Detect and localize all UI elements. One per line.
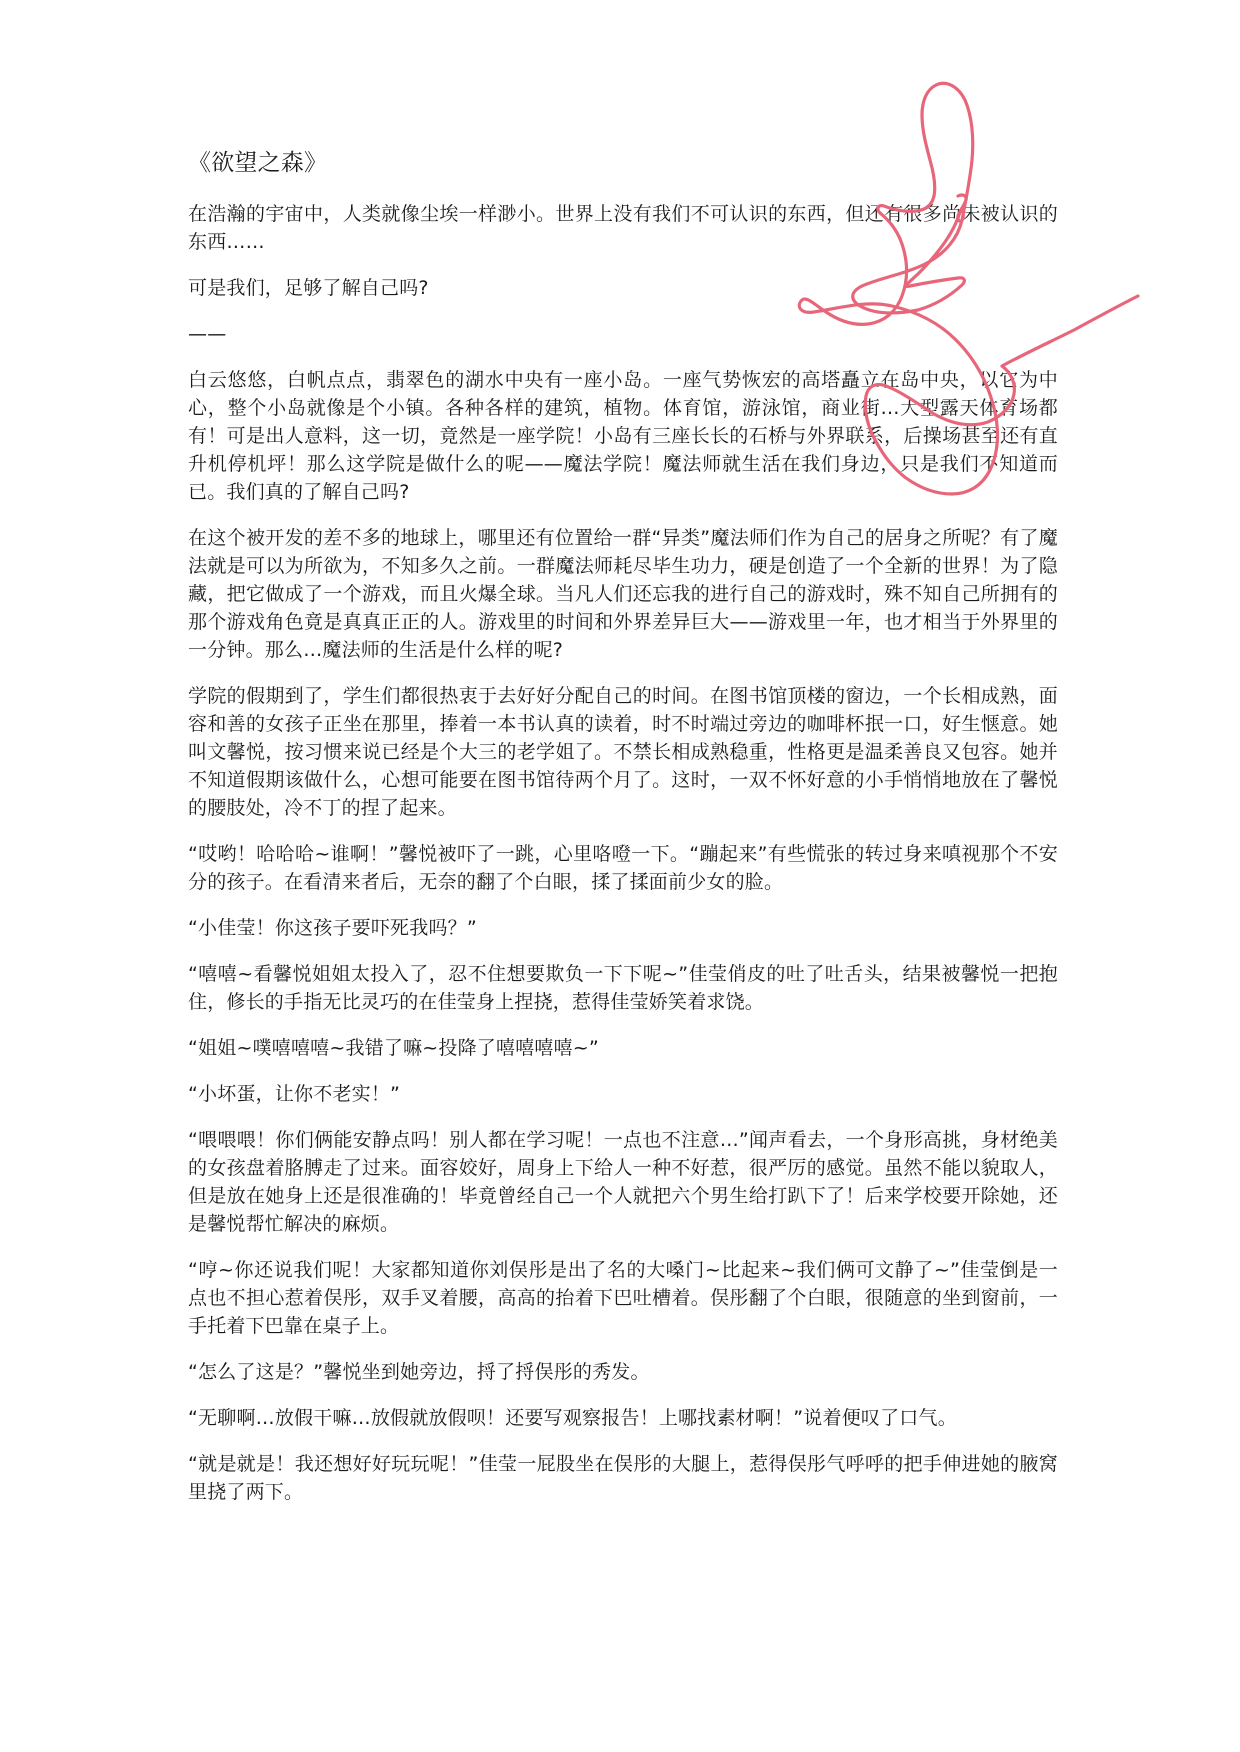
paragraph: 可是我们，足够了解自己吗? (188, 277, 429, 299)
paragraph: “喂喂喂！你们俩能安静点吗！别人都在学习呢！一点也不注意…”闻声看去，一个身形高挑，身材绝美的女孩盘着胳膊走了过来。面容姣好，周身上下给人一种不好惹，很严厉的感觉。虽然不能以貌取人，但是放在她身上还是很准确的！毕竟曾经自己一个人就把六个男生给打趴下了！后来学校要开除她，还是馨悦帮忙解决的麻烦。 (188, 1129, 1058, 1235)
paragraph: “哼~你还说我们呢！大家都知道你刘俣彤是出了名的大嗓门~比起来~我们俩可文静了~”佳莹倒是一点也不担心惹着俣彤，双手叉着腰，高高的抬着下巴吐槽着。俣彤翻了个白眼，很随意的坐到窗前，一手托着下巴靠在桌子上。 (188, 1259, 1058, 1337)
document-body (188, 148, 1058, 1524)
document-title: 《欲望之森》 (188, 150, 328, 176)
paragraph: “姐姐~噗嘻嘻嘻~我错了嘛~投降了嘻嘻嘻嘻~” (188, 1037, 599, 1059)
paragraph: —— (188, 323, 227, 345)
paragraph: “无聊啊…放假干嘛…放假就放假呗！还要写观察报告！上哪找素材啊！”说着便叹了口气。 (188, 1407, 957, 1429)
paragraph: 学院的假期到了，学生们都很热衷于去好好分配自己的时间。在图书馆顶楼的窗边，一个长相成熟，面容和善的女孩子正坐在那里，捧着一本书认真的读着，时不时端过旁边的咖啡杯抿一口，好生惬意。她叫文馨悦，按习惯来说已经是个大三的老学姐了。不禁长相成熟稳重，性格更是温柔善良又包容。她并不知道假期该做什么，心想可能要在图书馆待两个月了。这时，一双不怀好意的小手悄悄地放在了馨悦的腰肢处，冷不丁的捏了起来。 (188, 685, 1058, 819)
paragraph: “小佳莹！你这孩子要吓死我吗？” (188, 917, 477, 939)
paragraph: “怎么了这是？”馨悦坐到她旁边，捋了捋俣彤的秀发。 (188, 1361, 650, 1383)
paragraph: “就是就是！我还想好好玩玩呢！”佳莹一屁股坐在俣彤的大腿上，惹得俣彤气呼呼的把手伸进她的腋窝里挠了两下。 (188, 1453, 1058, 1503)
paragraph: “哎哟！哈哈哈~谁啊！”馨悦被吓了一跳，心里咯噔一下。“蹦起来”有些慌张的转过身来嗔视那个不安分的孩子。在看清来者后，无奈的翻了个白眼，揉了揉面前少女的脸。 (188, 843, 1058, 893)
paragraph: 在浩瀚的宇宙中，人类就像尘埃一样渺小。世界上没有我们不可认识的东西，但还有很多尚未被认识的东西…… (188, 203, 1058, 253)
paragraph: 白云悠悠，白帆点点，翡翠色的湖水中央有一座小岛。一座气势恢宏的高塔矗立在岛中央，以它为中心，整个小岛就像是个小镇。各种各样的建筑，植物。体育馆，游泳馆，商业街…大型露天体育场都有！可是出人意料，这一切，竟然是一座学院！小岛有三座长长的石桥与外界联系，后操场甚至还有直升机停机坪！那么这学院是做什么的呢——魔法学院！魔法师就生活在我们身边，只是我们不知道而已。我们真的了解自己吗? (188, 369, 1058, 503)
paragraph: 在这个被开发的差不多的地球上，哪里还有位置给一群“异类”魔法师们作为自己的居身之所呢？有了魔法就是可以为所欲为，不知多久之前。一群魔法师耗尽毕生功力，硬是创造了一个全新的世界！为了隐藏，把它做成了一个游戏，而且火爆全球。当凡人们还忘我的进行自己的游戏时，殊不知自己所拥有的那个游戏角色竟是真真正正的人。游戏里的时间和外界差异巨大——游戏里一年，也才相当于外界里的一分钟。那么…魔法师的生活是什么样的呢? (188, 527, 1058, 661)
paragraph: “小坏蛋，让你不老实！” (188, 1083, 401, 1105)
paragraph: “嘻嘻~看馨悦姐姐太投入了，忍不住想要欺负一下下呢~”佳莹俏皮的吐了吐舌头，结果被馨悦一把抱住，修长的手指无比灵巧的在佳莹身上捏挠，惹得佳莹娇笑着求饶。 (188, 963, 1058, 1013)
